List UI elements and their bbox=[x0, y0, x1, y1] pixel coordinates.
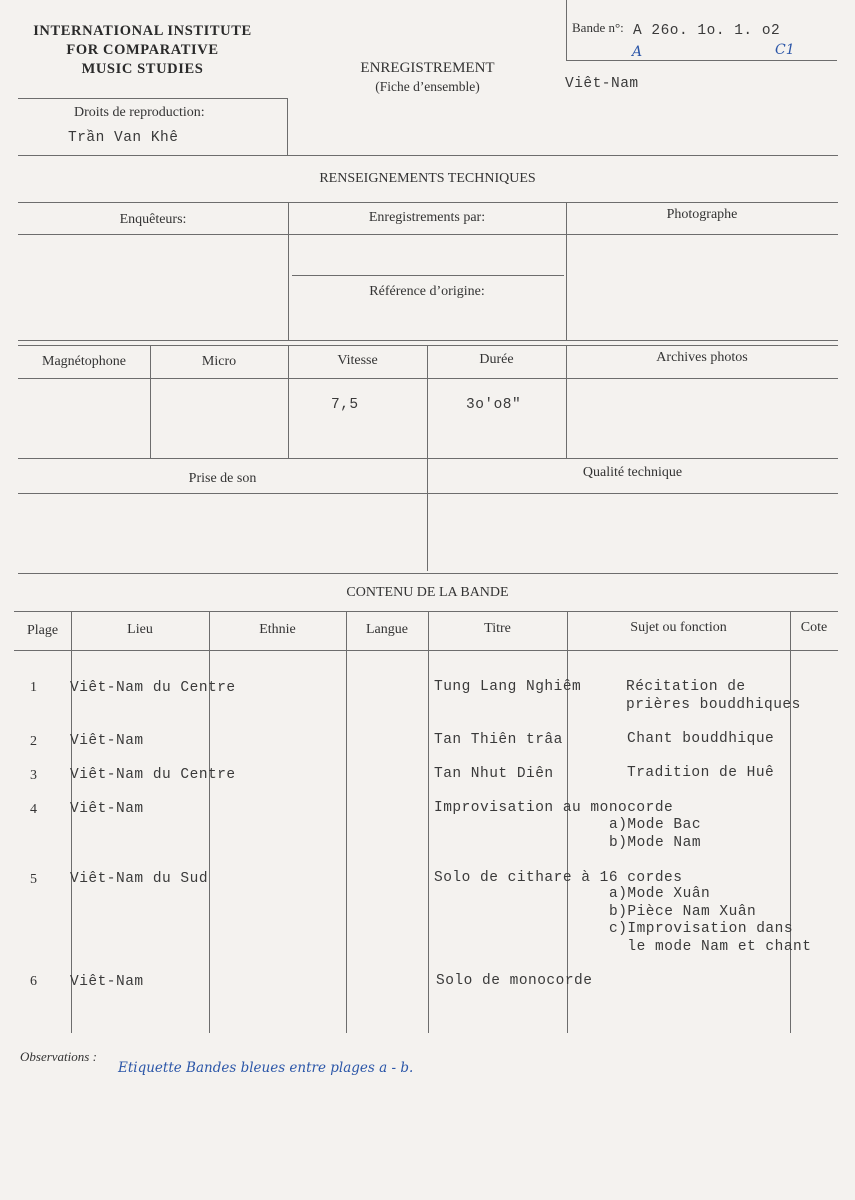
droits-label: Droits de reproduction: bbox=[74, 105, 205, 120]
institute-name bbox=[10, 22, 275, 79]
col-titre: Titre bbox=[484, 621, 511, 636]
institute-line-3: MUSIC STUDIES bbox=[81, 61, 204, 77]
reference-label: Référence d’origine: bbox=[369, 284, 485, 299]
row-3-titre: Tan Nhut Diên bbox=[434, 766, 554, 782]
row-3-plage: 3 bbox=[30, 768, 37, 783]
enqueteurs-label: Enquêteurs: bbox=[119, 212, 187, 227]
contenu-title: CONTENU DE LA BANDE bbox=[346, 585, 509, 600]
row-1-sujet: Récitation de prières bouddhiques bbox=[626, 679, 801, 713]
observations-label: Observations : bbox=[20, 1049, 97, 1064]
institute-line-1: INTERNATIONAL INSTITUTE bbox=[33, 23, 252, 39]
form-subtitle: (Fiche d’ensemble) bbox=[375, 79, 480, 94]
row-3-lieu: Viêt-Nam du Centre bbox=[70, 767, 236, 783]
bande-handwritten-a: A bbox=[632, 44, 643, 60]
col-cote: Cote bbox=[800, 620, 828, 635]
row-6-titre: Solo de monocorde bbox=[436, 973, 593, 989]
row-2-titre: Tan Thiên trâa bbox=[434, 732, 563, 748]
technique-title: RENSEIGNEMENTS TECHNIQUES bbox=[319, 171, 536, 186]
droits-value: Trần Van Khê bbox=[68, 130, 179, 146]
prise-de-son-label: Prise de son bbox=[188, 471, 257, 486]
row-5-plage: 5 bbox=[30, 872, 37, 887]
photographe-label: Photographe bbox=[666, 207, 738, 222]
observations-value: Etiquette Bandes bleues entre plages a - b. bbox=[118, 1060, 414, 1076]
row-5-sujet: a)Mode Xuân b)Pièce Nam Xuân c)Improvisation dans le mode Nam et chant bbox=[609, 886, 812, 955]
row-4-sujet: a)Mode Bac b)Mode Nam bbox=[609, 817, 702, 851]
row-4-plage: 4 bbox=[30, 802, 37, 817]
country: Viêt-Nam bbox=[565, 76, 639, 92]
row-2-plage: 2 bbox=[30, 734, 37, 749]
row-4-lieu: Viêt-Nam bbox=[70, 801, 144, 817]
row-3-sujet: Tradition de Huê bbox=[627, 765, 775, 781]
row-1-plage: 1 bbox=[30, 680, 37, 695]
row-1-titre: Tung Lang Nghiêm bbox=[434, 679, 582, 695]
row-6-plage: 6 bbox=[30, 974, 37, 989]
row-5-lieu: Viêt-Nam du Sud bbox=[70, 871, 209, 887]
duree-label: Durée bbox=[479, 352, 514, 367]
qualite-label: Qualité technique bbox=[582, 465, 683, 480]
col-ethnie: Ethnie bbox=[259, 622, 296, 637]
vitesse-label: Vitesse bbox=[337, 353, 378, 368]
bande-label: Bande n°: bbox=[572, 20, 624, 35]
col-lieu: Lieu bbox=[127, 622, 153, 637]
bande-number: A 26o. 1o. 1. o2 bbox=[633, 23, 781, 39]
micro-label: Micro bbox=[201, 354, 237, 369]
archives-label: Archives photos bbox=[656, 350, 748, 365]
row-2-lieu: Viêt-Nam bbox=[70, 733, 144, 749]
row-4-titre: Improvisation au monocorde bbox=[434, 800, 674, 816]
col-plage: Plage bbox=[26, 623, 59, 638]
form-title: ENREGISTREMENT bbox=[360, 60, 495, 76]
row-1-lieu: Viêt-Nam du Centre bbox=[70, 680, 236, 696]
enregistrements-label: Enregistrements par: bbox=[368, 210, 486, 225]
duree-value: 3o'o8" bbox=[466, 397, 522, 413]
bande-handwritten-c1: C1 bbox=[775, 42, 795, 58]
row-6-lieu: Viêt-Nam bbox=[70, 974, 144, 990]
col-langue: Langue bbox=[366, 622, 408, 637]
institute-line-2: FOR COMPARATIVE bbox=[66, 42, 219, 58]
vitesse-value: 7,5 bbox=[331, 397, 359, 413]
col-sujet: Sujet ou fonction bbox=[630, 620, 727, 635]
row-5-titre: Solo de cithare à 16 cordes bbox=[434, 870, 683, 886]
magnetophone-label: Magnétophone bbox=[42, 354, 126, 369]
row-2-sujet: Chant bouddhique bbox=[627, 731, 775, 747]
